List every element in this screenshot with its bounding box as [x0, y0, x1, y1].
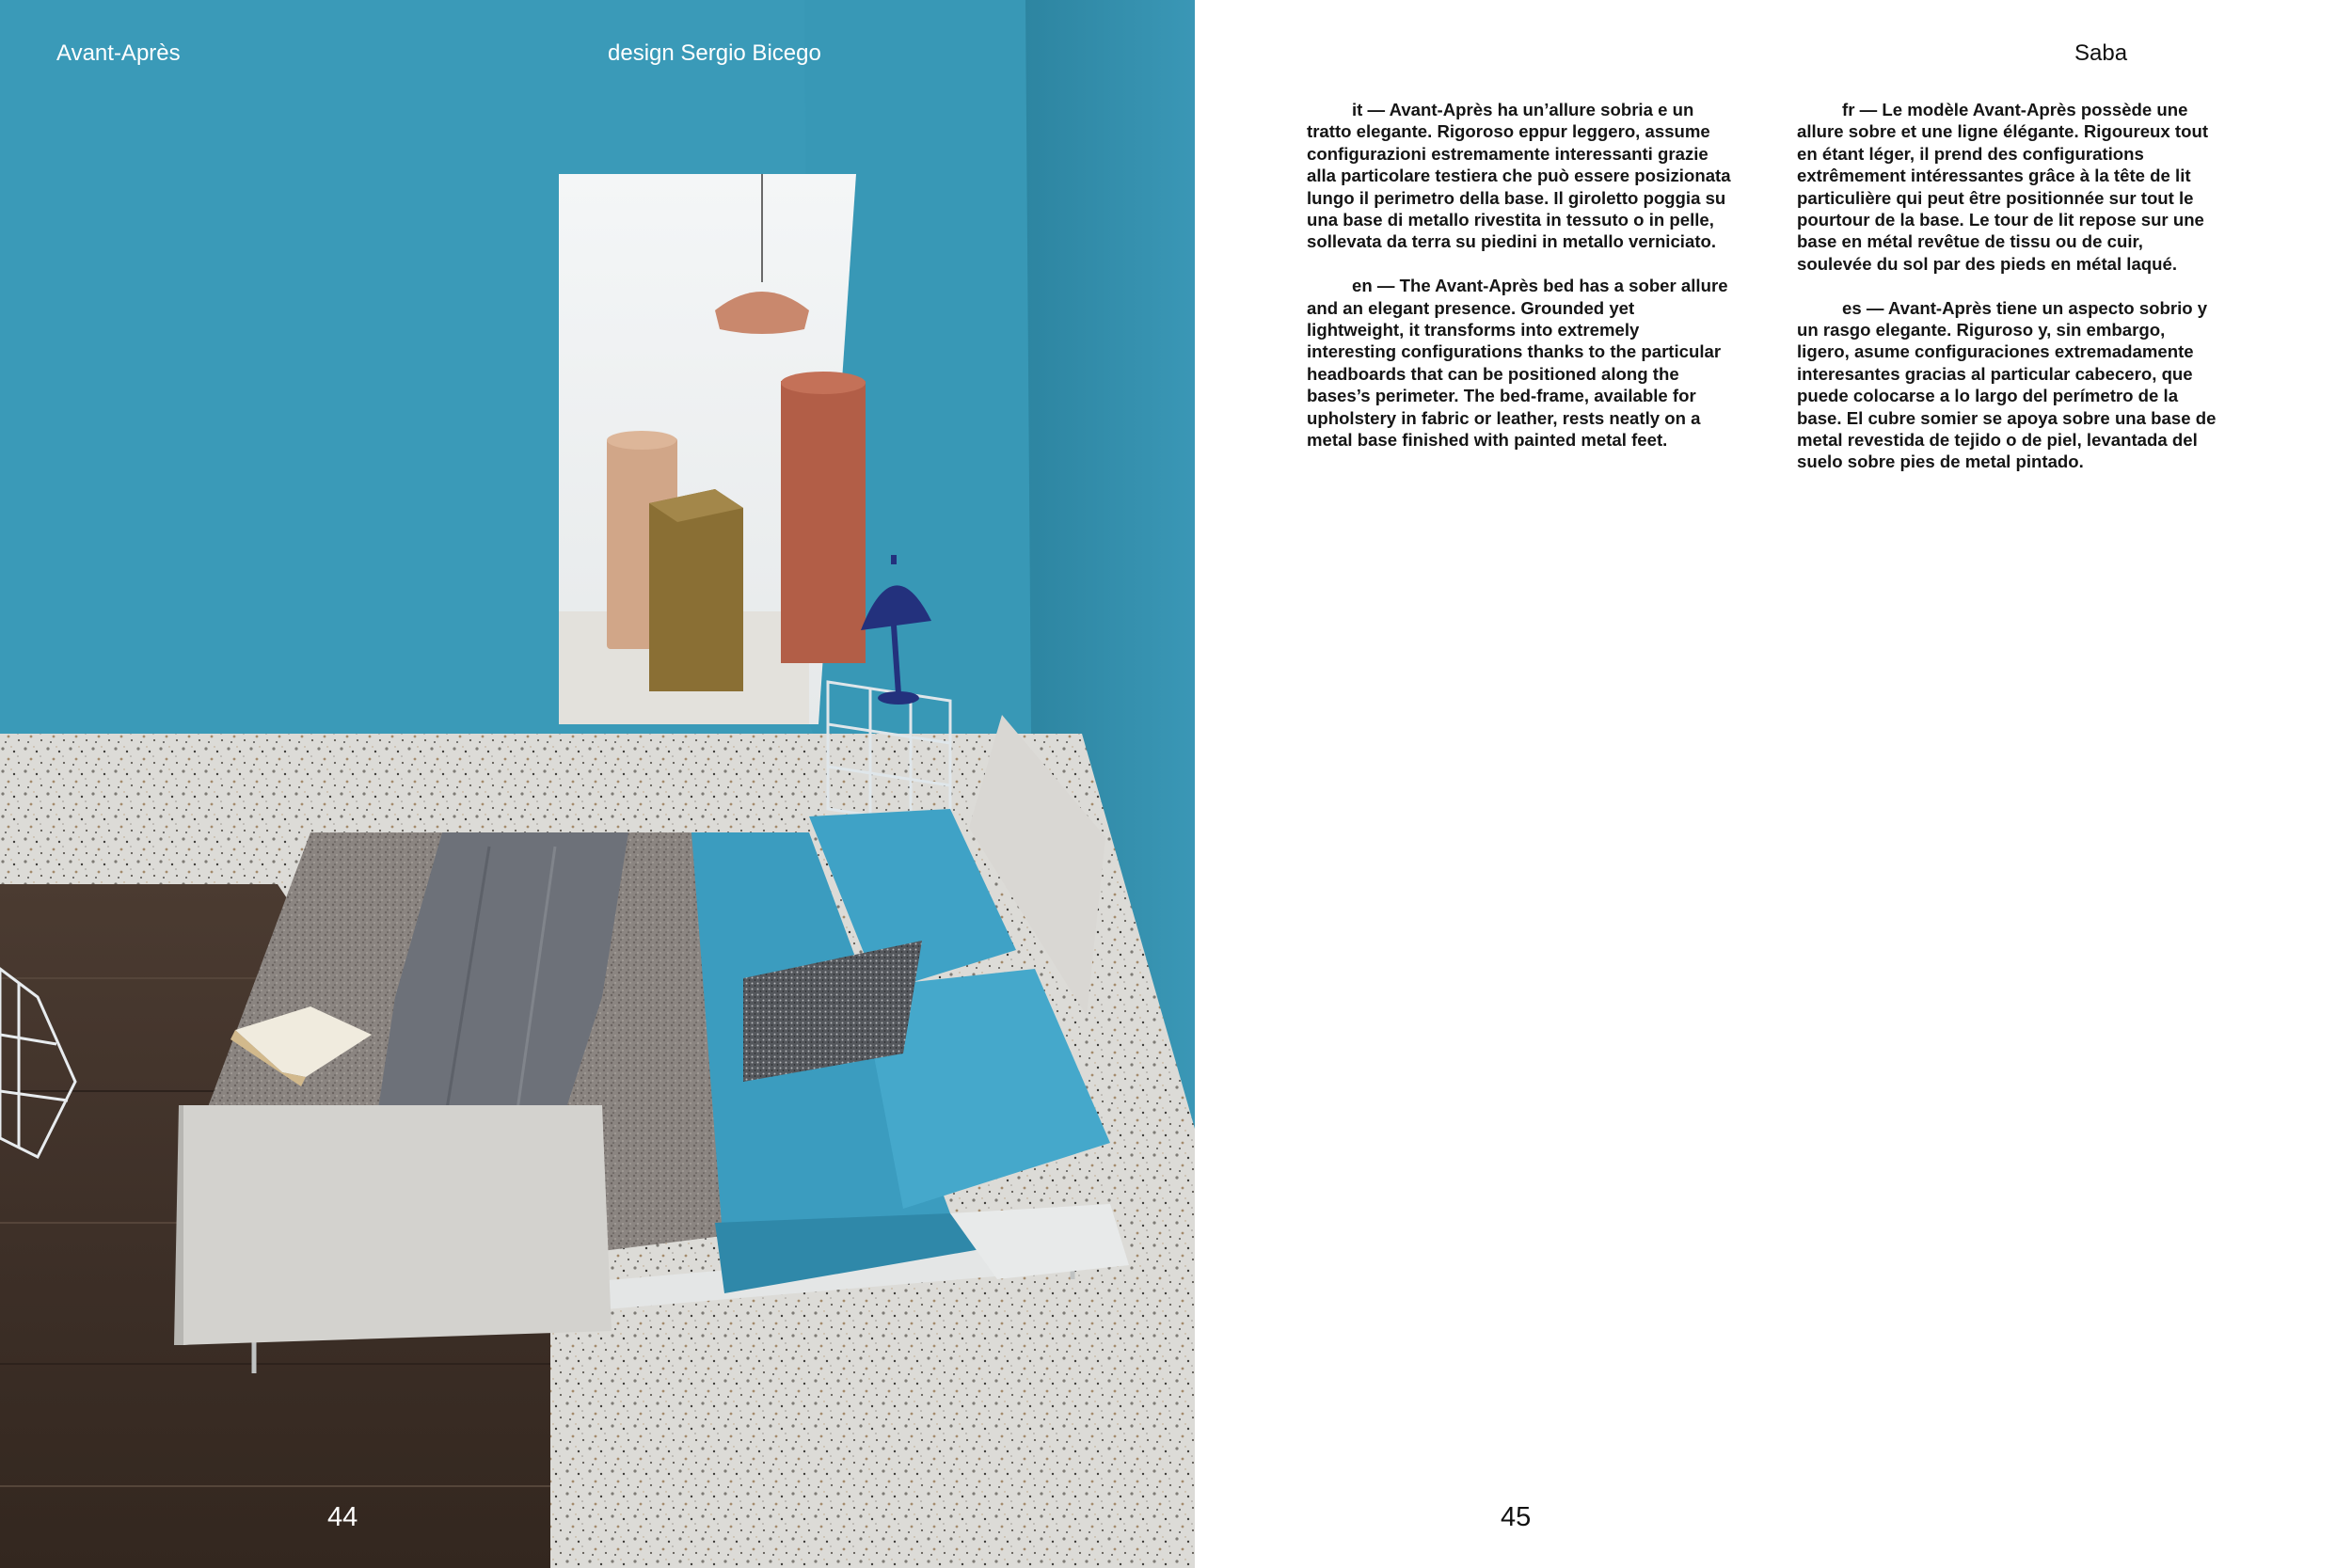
page-number-right: 45 [1501, 1502, 1532, 1532]
text-column-left [1307, 99, 1732, 473]
text-column-right [1797, 99, 2222, 495]
paragraph-english: en — The Avant-Après bed has a sober allure and an elegant presence. Grounded yet lightweight, it transforms into extremely interesting configurations thanks to the particular headboards that can be positioned along the bases’s perimeter. The bed-frame, available for upholstery in fabric or leather, rests neatly on a metal base finished with painted metal feet. [1307, 276, 1728, 451]
page-number-left: 44 [327, 1502, 358, 1532]
header-designer: design Sergio Bicego [608, 40, 821, 66]
paragraph-french: fr — Le modèle Avant-Après possède une allure sobre et une ligne élégante. Rigoureux tout en étant léger, il prend des configurations extrêmement intéressantes grâce à la tête de lit particulière qui peut être positionnée sur tout le pourtour de la base. Le tour de lit repose sur une base en métal revêtue de tissu ou de cuir, soulevée du sol par des pieds en métal laqué. [1797, 100, 2209, 274]
header-product-name: Avant-Après [56, 40, 181, 66]
paragraph-italian: it — Avant-Après ha un’allure sobria e un tratto elegante. Rigoroso eppur leggero, assume configurazioni estremamente interessanti grazie alla particolare testiera che può essere posizionata lungo il perimetro della base. Il giroletto poggia su una base di metallo rivestita in tessuto o in pelle, sollevata da terra su piedini in metallo verniciato. [1307, 100, 1731, 252]
paragraph-spanish: es — Avant-Après tiene un aspecto sobrio y un rasgo elegante. Riguroso y, sin embargo, ligero, asume configuraciones extremadamente interesantes gracias al particular cabecero, que puede colocarse a lo largo del perímetro de la base. El cubre somier se apoya sobre una base de metal revestida de tejido o de piel, levantada del suelo sobre pies de metal pintado. [1797, 297, 2217, 472]
right-page [1195, 0, 2352, 1568]
header-brand: Saba [2074, 40, 2128, 66]
